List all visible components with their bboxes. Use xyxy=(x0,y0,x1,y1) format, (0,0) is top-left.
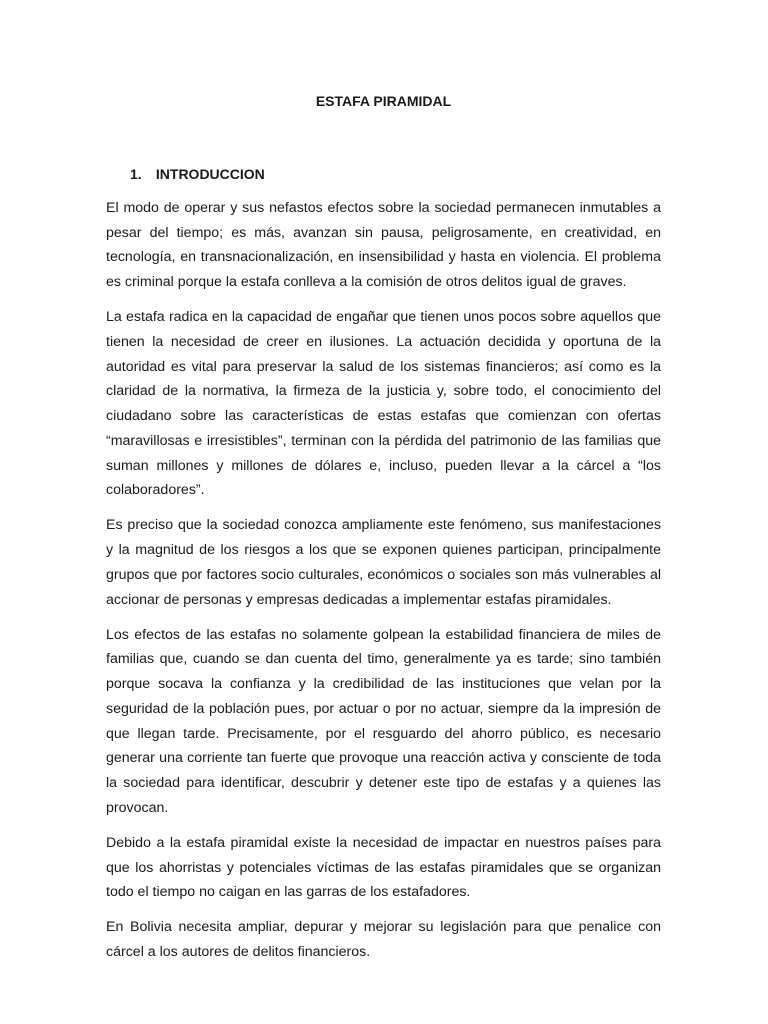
section-number: 1. xyxy=(130,166,142,182)
document-title: ESTAFA PIRAMIDAL xyxy=(315,93,452,109)
paragraph-3: Es preciso que la sociedad conozca ampliamente este fenómeno, sus manifestaciones y la magnitud de los riesgos a los que se exponen quienes participan, principalmente grupos que por factores socio culturales, económicos o sociales son más vulnerables al accionar de personas y empresas dedicadas a implementar estafas piramidales. xyxy=(106,517,661,608)
paragraph-6: En Bolivia necesita ampliar, depurar y mejorar su legislación para que penalice con cárcel a los autores de delitos financieros. xyxy=(106,919,661,961)
document-body xyxy=(106,196,661,975)
paragraph-4: Los efectos de las estafas no solamente golpean la estabilidad financiera de miles de familias que, cuando se dan cuenta del timo, generalmente ya es tarde; sino también porque socava la confianza y la credibilidad de las instituciones que velan por la seguridad de la población pues, por actuar o por no actuar, siempre da la impresión de que llegan tarde. Precisamente, por el resguardo del ahorro público, es necesario generar una corriente tan fuerte que provoque una reacción activa y consciente de toda la sociedad para identificar, descubrir y detener este tipo de estafas y a quienes las provocan. xyxy=(106,626,661,816)
paragraph-2: La estafa radica en la capacidad de engañar que tienen unos pocos sobre aquellos que tienen la necesidad de creer en ilusiones. La actuación decidida y oportuna de la autoridad es vital para preservar la salud de los sistemas financieros; así como es la claridad de la normativa, la firmeza de la justicia y, sobre todo, el conocimiento del ciudadano sobre las características de estas estafas que comienzan con ofertas “maravillosas e irresistibles”, terminan con la pérdida del patrimonio de las familias que suman millones y millones de dólares e, incluso, pueden llevar a la cárcel a “los colaboradores”. xyxy=(106,309,661,499)
section-heading xyxy=(130,165,265,183)
paragraph-1: El modo de operar y sus nefastos efectos sobre la sociedad permanecen inmutables a pesar del tiempo; es más, avanzan sin pausa, peligrosamente, en creatividad, en tecnología, en transnacionalización, en insensibilidad y hasta en violencia. El problema es criminal porque la estafa conlleva a la comisión de otros delitos igual de graves. xyxy=(106,200,661,291)
paragraph-5: Debido a la estafa piramidal existe la necesidad de impactar en nuestros países para que los ahorristas y potenciales víctimas de las estafas piramidales que se organizan todo el tiempo no caigan en las garras de los estafadores. xyxy=(106,834,661,901)
section-heading-text: INTRODUCCION xyxy=(155,166,265,182)
